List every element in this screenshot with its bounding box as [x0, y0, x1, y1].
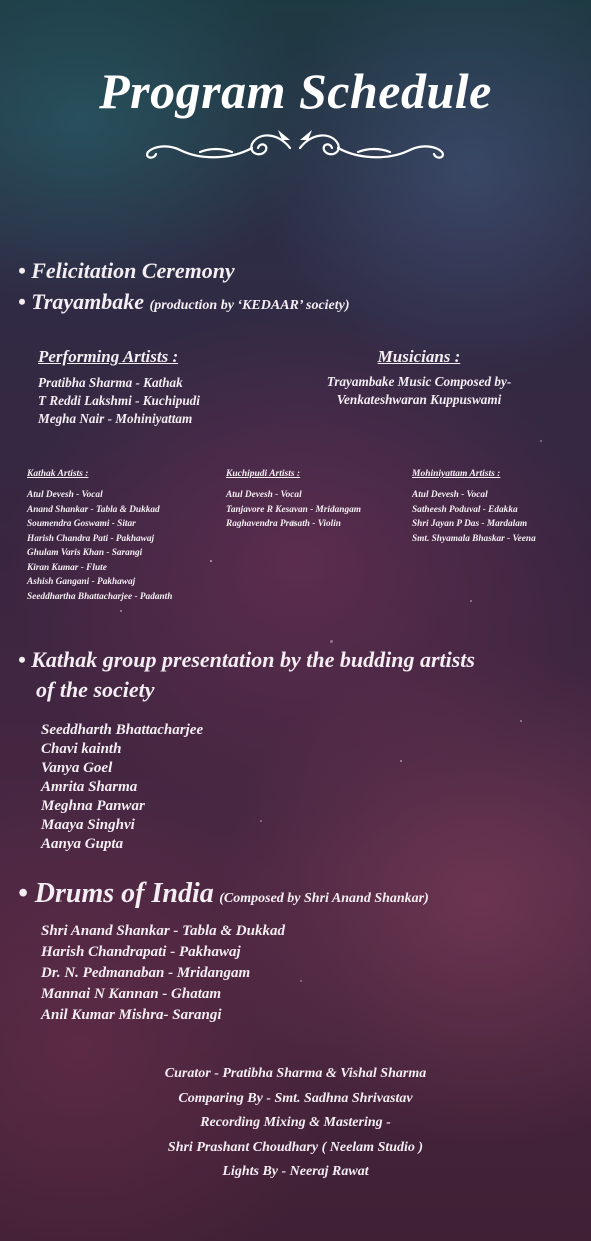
list-item: Megha Nair - Mohiniyattam — [38, 411, 193, 426]
kathak-group-heading: • Kathak group presentation by the budding artists — [18, 647, 475, 672]
list-item: Vanya Goel — [41, 760, 113, 776]
list-item: Dr. N. Pedmanaban - Mridangam — [41, 965, 251, 981]
list-item: Shri Jayan P Das - Mardalam — [412, 519, 528, 529]
credit-line: Curator - Pratibha Sharma & Vishal Sharma — [164, 1066, 427, 1081]
list-item: Raghavendra Prasath - Violin — [226, 519, 341, 529]
list-item: Shri Anand Shankar - Tabla & Dukkad — [41, 923, 285, 939]
list-item: Atul Devesh - Vocal — [412, 490, 488, 500]
list-item: Maaya Singhvi — [41, 817, 135, 833]
credit-line: Shri Prashant Choudhary ( Neelam Studio ) — [167, 1139, 424, 1155]
credit-line: Comparing By - Smt. Sadhna Shrivastav — [178, 1090, 413, 1106]
list-item: Kiran Kumar - Flute — [27, 562, 107, 573]
list-item: Tanjavore R Kesavan - Mridangam — [226, 504, 361, 515]
list-item: T Reddi Lakshmi - Kuchipudi — [38, 393, 200, 408]
performing-artists-section — [38, 347, 200, 428]
kathak-artists-column — [27, 469, 172, 604]
list-item: Atul Devesh - Vocal — [27, 490, 103, 500]
kuchipudi-artists-header: Kuchipudi Artists : — [226, 469, 301, 479]
item-felicitation: • Felicitation Ceremony — [18, 258, 235, 283]
list-item: Ghulam Varis Khan - Sarangi — [27, 548, 143, 558]
list-item: Soumendra Goswami - Sitar — [27, 519, 136, 529]
drums-title: • Drums of India — [18, 878, 214, 909]
drums-heading — [18, 878, 429, 910]
list-item: Atul Devesh - Vocal — [226, 490, 302, 500]
kathak-group-names — [41, 721, 203, 854]
list-item: Anand Shankar - Tabla & Dukkad — [27, 504, 160, 515]
page-title: Program Schedule — [99, 63, 492, 119]
flourish-ornament-icon — [140, 126, 450, 170]
mohiniyattam-artists-column — [412, 469, 536, 546]
list-item: Anil Kumar Mishra- Sarangi — [41, 1007, 222, 1023]
musicians-header: Musicians : — [377, 347, 461, 366]
list-item: Mannai N Kannan - Ghatam — [41, 986, 222, 1002]
list-item: Pratibha Sharma - Kathak — [38, 375, 183, 390]
mohiniyattam-artists-header: Mohiniyattam Artists : — [412, 469, 501, 479]
list-item: Harish Chandra Pati - Pakhawaj — [27, 533, 155, 544]
list-item: Smt. Shyamala Bhaskar - Veena — [412, 533, 536, 544]
list-item: Seeddhartha Bhattacharjee - Padanth — [27, 591, 173, 602]
item-trayambake — [18, 289, 350, 315]
list-item: Venkateshwaran Kuppuswami — [336, 392, 502, 407]
list-item: Satheesh Poduval - Edakka — [412, 504, 518, 515]
list-item: Meghna Panwar — [41, 798, 145, 814]
kathak-artists-header: Kathak Artists : — [27, 469, 89, 479]
drums-names — [41, 921, 285, 1026]
kathak-group-heading-cont: of the society — [36, 677, 155, 702]
list-item: Aanya Gupta — [41, 836, 124, 852]
list-item: Ashish Gangani - Pakhawaj — [27, 577, 136, 587]
performing-artists-header: Performing Artists : — [38, 347, 179, 366]
list-item: Seeddharth Bhattacharjee — [41, 722, 204, 738]
credit-line: Recording Mixing & Mastering - — [200, 1115, 391, 1130]
credit-line: Lights By - Neeraj Rawat — [222, 1164, 369, 1179]
list-item: Chavi kainth — [41, 741, 122, 757]
credits — [0, 1062, 591, 1185]
trayambake-title: • Trayambake — [18, 289, 145, 314]
drums-note: (Composed by Shri Anand Shankar) — [219, 891, 429, 906]
musicians-section — [296, 347, 542, 409]
kuchipudi-artists-column — [226, 469, 361, 532]
list-item: Trayambake Music Composed by- — [326, 374, 512, 389]
list-item: Amrita Sharma — [41, 779, 138, 795]
list-item: Harish Chandrapati - Pakhawaj — [41, 944, 241, 960]
trayambake-note: (production by ‘KEDAAR’ society) — [149, 298, 350, 313]
